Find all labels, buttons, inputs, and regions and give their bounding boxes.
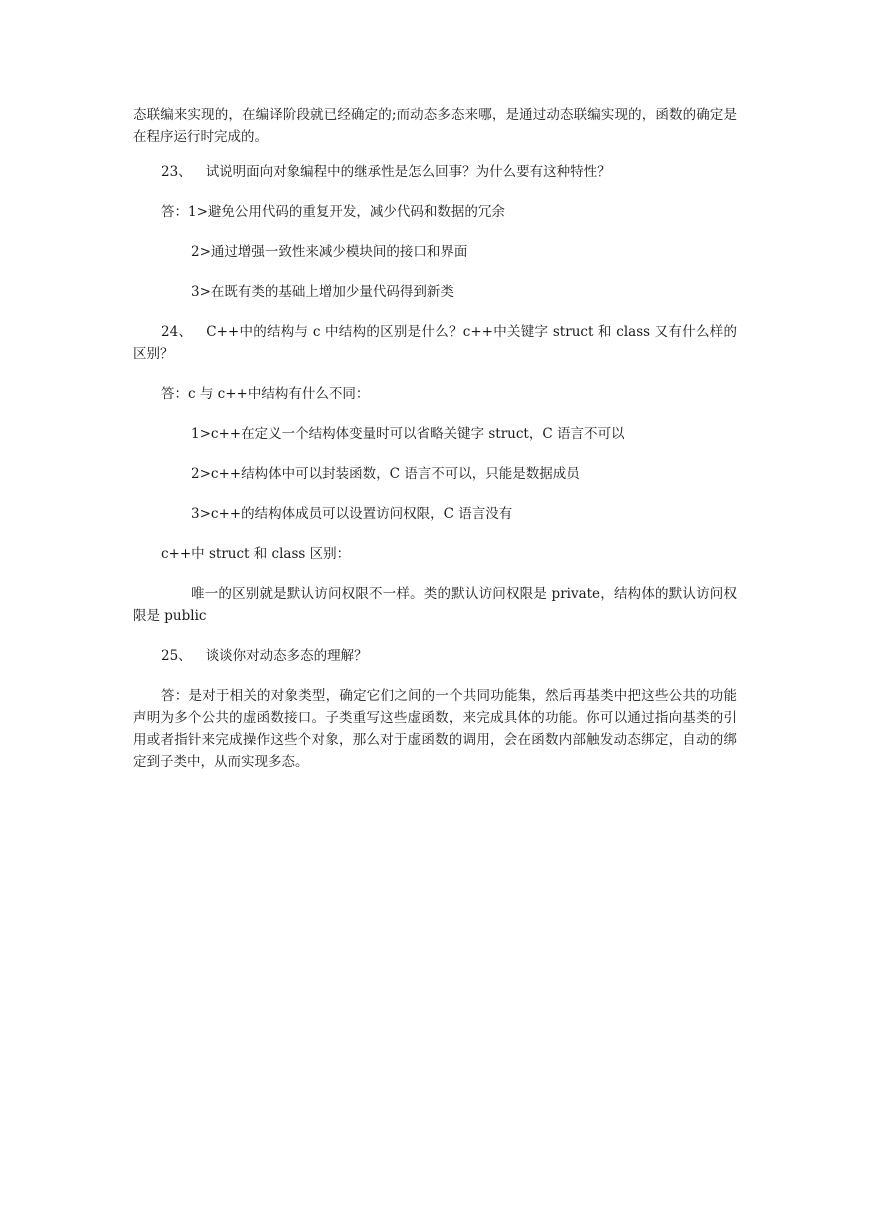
question-25-number: 25、 [161, 648, 192, 664]
question-25 [133, 645, 737, 667]
question-24 [133, 321, 737, 365]
continuation-paragraph: 态联编来实现的，在编译阶段就已经确定的;而动态多态来哪，是通过动态联编实现的，函数的确定是在程序运行时完成的。 [133, 107, 737, 145]
question-24-text: C++中的结构与 c 中结构的区别是什么？c++中关键字 struct 和 class 又有什么样的区别？ [133, 324, 737, 362]
answer-24-item-3: 3>c++的结构体成员可以设置访问权限，C 语言没有 [191, 506, 513, 522]
answer-24-item-2: 2>c++结构体中可以封装函数，C 语言不可以，只能是数据成员 [191, 466, 580, 482]
answer-23-line-3: 3>在既有类的基础上增加少量代码得到新类 [191, 284, 454, 300]
document-body [133, 104, 737, 773]
answer-24-heading-2: c++中 struct 和 class 区别： [161, 546, 351, 562]
question-25-text: 谈谈你对动态多态的理解？ [205, 648, 368, 664]
answer-23-line-1: 答：1>避免公用代码的重复开发，减少代码和数据的冗余 [161, 204, 505, 220]
answer-24-item-1: 1>c++在定义一个结构体变量时可以省略关键字 struct，C 语言不可以 [191, 426, 625, 442]
question-23 [133, 161, 737, 183]
answer-25: 答：是对于相关的对象类型，确定它们之间的一个共同功能集，然后再基类中把这些公共的功能声明为多个公共的虚函数接口。子类重写这些虚函数，来完成具体的功能。你可以通过指向基类的引用或者指针来完成操作这些个对象，那么对于虚函数的调用，会在函数内部触发动态绑定，自动的绑定到子类中，从而实现多态。 [133, 688, 737, 770]
question-23-number: 23、 [161, 164, 192, 180]
question-23-text: 试说明面向对象编程中的继承性是怎么回事？为什么要有这种特性？ [205, 164, 611, 180]
question-24-number: 24、 [161, 324, 193, 340]
answer-24-intro: 答：c 与 c++中结构有什么不同： [161, 386, 370, 402]
answer-24-detail: 唯一的区别就是默认访问权限不一样。类的默认访问权限是 private，结构体的默认访问权限是 public [133, 586, 737, 624]
answer-23-line-2: 2>通过增强一致性来减少模块间的接口和界面 [191, 244, 468, 260]
